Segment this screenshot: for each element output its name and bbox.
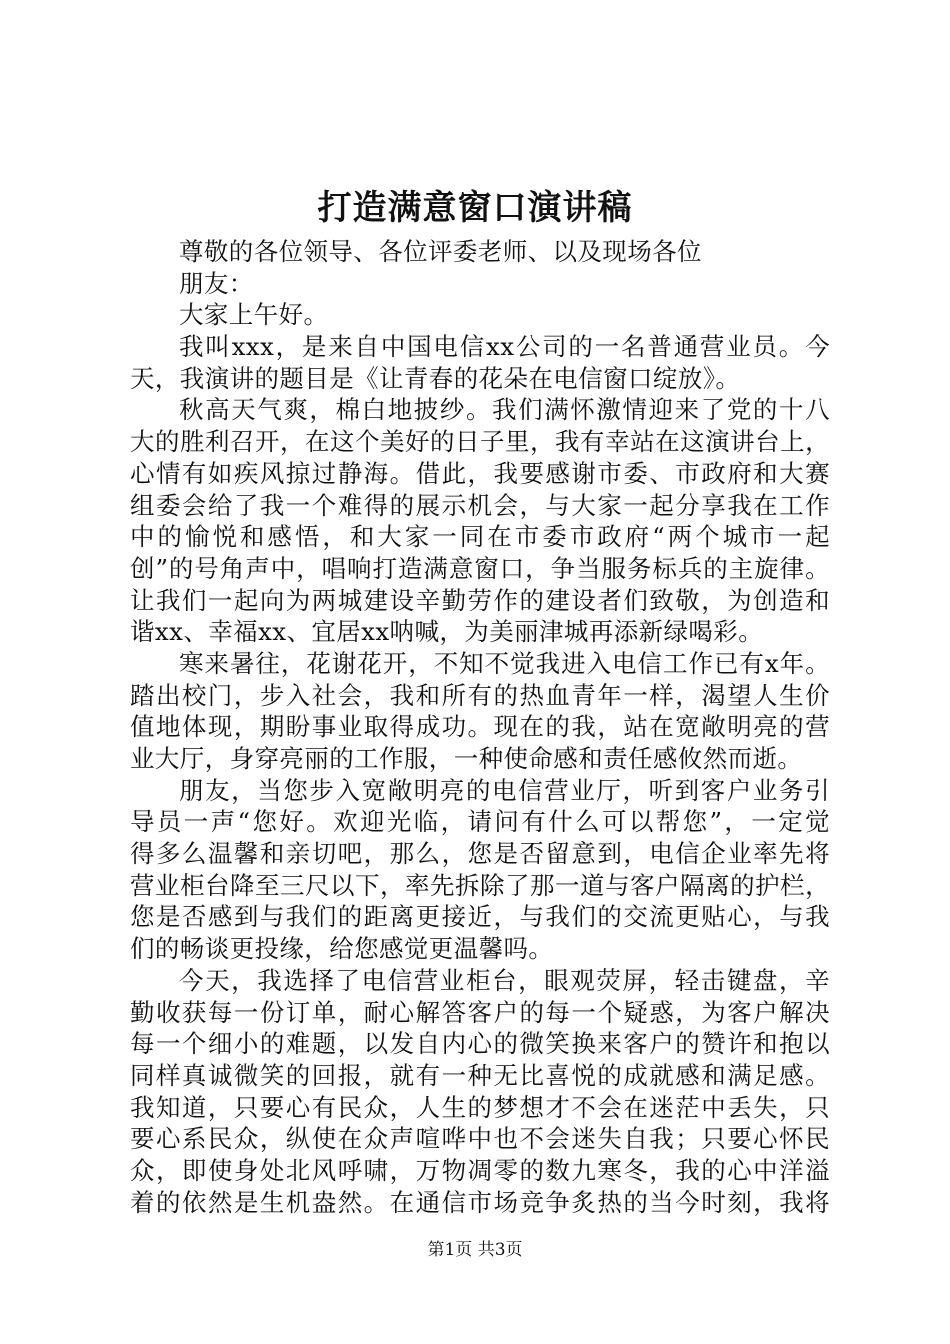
body-line: 组委会给了我一个难得的展示机会，与大家一起分享我在工作 <box>130 490 830 520</box>
body-line: 业大厅，身穿亮丽的工作服，一种使命感和责任感攸然而逝。 <box>130 744 803 773</box>
body-line: 同样真诚微笑的回报，就有一种无比喜悦的成就感和满足感。 <box>130 1060 830 1090</box>
body-line: 朋友： <box>179 268 254 298</box>
body-line: 中的愉悦和感悟，和大家一同在市委市政府“两个城市一起 <box>130 522 830 552</box>
body-line: 们的畅谈更投缘，给您感觉更温馨吗。 <box>130 934 554 964</box>
body-line: 朋友，当您步入宽敞明亮的电信营业厅，听到客户业务引 <box>179 775 830 805</box>
body-line: 勤收获每一份订单，耐心解答客户的每一个疑惑，为客户解决 <box>130 997 830 1027</box>
body-line: 大的胜利召开，在这个美好的日子里，我有幸站在这演讲台上， <box>130 427 830 457</box>
body-line: 谐xx、幸福xx、宜居xx呐喊，为美丽津城再添新绿喝彩。 <box>130 617 764 647</box>
body-line: 众，即使身处北风呼啸，万物凋零的数九寒冬，我的心中洋溢 <box>130 1155 830 1185</box>
body-line: 着的依然是生机盎然。在通信市场竞争炙热的当今时刻，我将 <box>130 1187 830 1217</box>
body-line: 值地体现，期盼事业取得成功。现在的我，站在宽敞明亮的营 <box>130 712 830 742</box>
body-line: 我叫xxx，是来自中国电信xx公司的一名普通营业员。今 <box>179 332 830 362</box>
body-line: 心情有如疾风掠过静海。借此，我要感谢市委、市政府和大赛 <box>130 458 830 488</box>
page-footer: 第1页 共3页 <box>427 1240 523 1260</box>
body-line: 每一个细小的难题，以发自内心的微笑换来客户的赞许和抱以 <box>130 1029 830 1059</box>
document-body <box>130 236 830 1218</box>
body-line: 得多么温馨和亲切吧，那么，您是否留意到，电信企业率先将 <box>130 839 830 869</box>
body-line: 尊敬的各位领导、各位评委老师、以及现场各位 <box>179 237 702 266</box>
body-line: 踏出校门，步入社会，我和所有的热血青年一样，渴望人生价 <box>130 680 830 710</box>
body-line: 我知道，只要心有民众，人生的梦想才不会在迷茫中丢失，只 <box>130 1092 830 1122</box>
body-line: 创”的号角声中，唱响打造满意窗口，争当服务标兵的主旋律。 <box>130 553 830 583</box>
body-line: 秋高天气爽，棉白地披纱。我们满怀激情迎来了党的十八 <box>179 395 830 425</box>
body-line: 今天，我选择了电信营业柜台，眼观荧屏，轻击键盘，辛 <box>179 965 830 995</box>
body-line: 您是否感到与我们的距离更接近，与我们的交流更贴心，与我 <box>130 902 830 932</box>
body-line: 大家上午好。 <box>179 300 329 330</box>
body-line: 要心系民众，纵使在众声喧哗中也不会迷失自我；只要心怀民 <box>130 1124 830 1154</box>
body-line: 营业柜台降至三尺以下，率先拆除了那一道与客户隔离的护栏， <box>130 870 830 900</box>
body-line: 让我们一起向为两城建设辛勤劳作的建设者们致敬，为创造和 <box>130 585 830 615</box>
body-line: 天，我演讲的题目是《让青春的花朵在电信窗口绽放》。 <box>130 363 741 393</box>
body-line: 寒来暑往，花谢花开，不知不觉我进入电信工作已有x年。 <box>179 648 830 678</box>
document-title: 打造满意窗口演讲稿 <box>317 188 633 228</box>
body-line: 导员一声“您好。欢迎光临，请问有什么可以帮您”，一定觉 <box>130 807 830 837</box>
